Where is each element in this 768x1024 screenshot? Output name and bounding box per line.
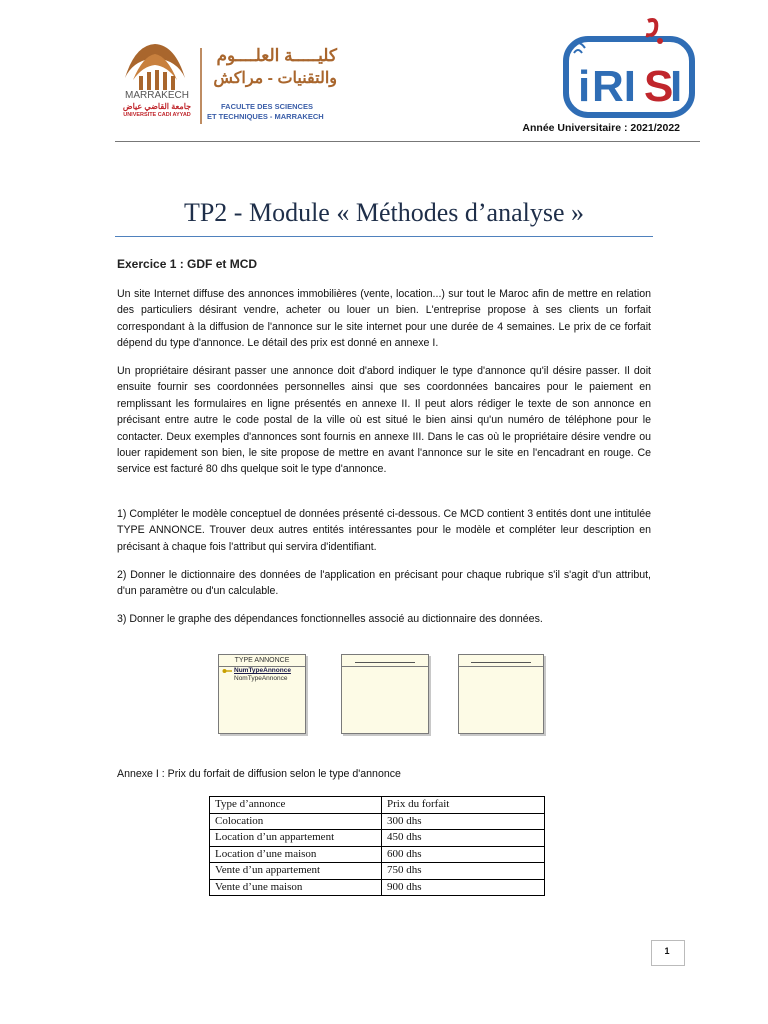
annex-1-title: Annexe I : Prix du forfait de diffusion selon le type d'annonce: [117, 768, 401, 780]
entity-title-blank: [342, 655, 428, 667]
table-row: [210, 846, 545, 863]
table-cell: Vente d’un appartement: [210, 863, 382, 880]
page-title: TP2 - Module « Méthodes d’analyse »: [183, 198, 585, 227]
table-cell: 750 dhs: [382, 863, 545, 880]
fst-university-fr: UNIVERSITE CADI AYYAD: [123, 112, 191, 118]
question-3: 3) Donner le graphe des dépendances fonctionnelles associé au dictionnaire des données.: [117, 613, 543, 625]
fst-faculty-ar-2: والتقنيات - مراكش: [213, 70, 337, 87]
table-cell: Colocation: [210, 813, 382, 830]
table-header-row: [210, 797, 545, 814]
irisi-logo: [560, 15, 698, 120]
entity-key-label: NumTypeAnnonce: [234, 667, 291, 674]
fst-faculty-fr-2: ET TECHNIQUES - MARRAKECH: [207, 112, 324, 121]
entity-blank-2: [341, 654, 429, 734]
table-row: [210, 863, 545, 880]
page-number: 1: [664, 946, 670, 956]
irisi-logo-icon: [560, 15, 698, 120]
entity-title-blank: [459, 655, 543, 667]
table-cell: Location d’un appartement: [210, 830, 382, 847]
table-cell: 450 dhs: [382, 830, 545, 847]
price-table: [209, 796, 545, 896]
entity-type-annonce: [218, 654, 306, 734]
fst-university-ar: جامعة القاضي عياض: [122, 102, 192, 111]
svg-text:S: S: [644, 62, 674, 111]
title-divider: [115, 236, 653, 237]
column-header: Type d’annonce: [210, 797, 382, 814]
paragraph-process: Un propriétaire désirant passer une annonce doit d'abord indiquer le type d'annonce qu'il désire passer. Il doit ensuite fournir ses coordonnées personnelles ainsi que ses coordonnées bancaires pour le paiement en remplissant les formulaires en ligne présentés en annexe II. Il peut alors rédiger le texte de son annonce en précisant entre autre le code postal de la ville où est situé le bien ainsi qu'un numéro de téléphone pour le contacter. Deux exemples d'annonces sont fournis en annexe III. Dans le cas où le propriétaire désire vendre ou louer rapidement son bien, le site propose de mettre en avant l'annonce sur le site en l'encadrant en rouge. Ce service est facturé 80 dhs quelque soit le type d'annonce.: [117, 365, 651, 476]
entity-attribute: NomTypeAnnonce: [234, 675, 288, 682]
key-icon: [222, 668, 232, 674]
svg-text:RI: RI: [592, 62, 636, 111]
fst-city: MARRAKECH: [125, 90, 189, 101]
academic-year: Année Universitaire : 2021/2022: [522, 122, 680, 134]
header-divider: [115, 141, 700, 142]
table-row: [210, 813, 545, 830]
column-header: Prix du forfait: [382, 797, 545, 814]
table-row: [210, 879, 545, 896]
table-cell: 300 dhs: [382, 813, 545, 830]
table-cell: 900 dhs: [382, 879, 545, 896]
question-1: 1) Compléter le modèle conceptuel de données présenté ci-dessous. Ce MCD contient 3 entités dont une intitulée TYPE ANNONCE. Trouver deux autres entités intéressantes pour le modèle et compléter leur description en précisant à chaque fois l'attribut qui servira d'identifiant.: [117, 508, 651, 553]
entity-blank-3: [458, 654, 544, 734]
table-row: [210, 830, 545, 847]
table-cell: Vente d’une maison: [210, 879, 382, 896]
table-cell: 600 dhs: [382, 846, 545, 863]
entity-title: TYPE ANNONCE: [219, 655, 305, 667]
fst-faculty-ar-1: كليـــــة العلــــوم: [216, 46, 337, 65]
fst-faculty-fr-1: FACULTE DES SCIENCES: [221, 102, 313, 111]
entity-key-attribute: [219, 667, 305, 675]
paragraph-intro: Un site Internet diffuse des annonces immobilières (vente, location...) sur tout le Maroc afin de mettre en relation des particuliers désirant vendre, acheter ou louer un bien. L'entreprise propose à ses clients un forfait correspondant à la diffusion de l'annonce sur le site internet pour une durée de 4 semaines. Le prix de ce forfait dépend du type d'annonce. Le détail des prix est donné en annexe I.: [117, 288, 651, 350]
question-2: 2) Donner le dictionnaire des données de l'application en précisant pour chaque rubrique s'il s'agit d'un attribut, d'un paramètre ou d'un calculable.: [117, 569, 651, 598]
table-cell: Location d’une maison: [210, 846, 382, 863]
exercise-heading: Exercice 1 : GDF et MCD: [117, 257, 258, 271]
fst-logo: [115, 40, 345, 132]
svg-text:I: I: [670, 62, 683, 111]
svg-text:i: i: [578, 62, 591, 111]
